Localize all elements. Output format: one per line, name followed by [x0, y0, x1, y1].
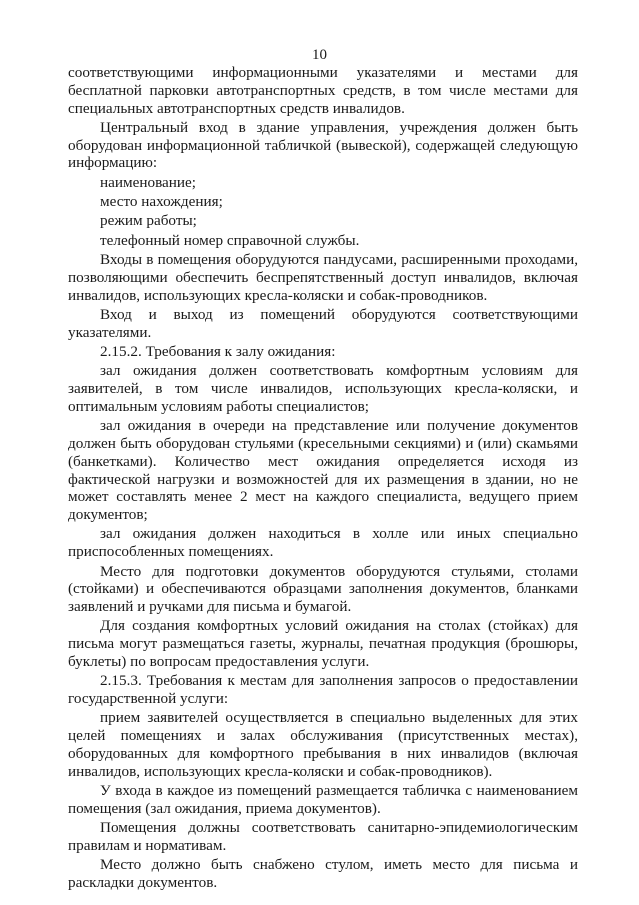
paragraph: Помещения должны соответствовать санитарно-эпидемиологическим правилам и нормативам. — [68, 819, 578, 854]
page-number: 10 — [312, 47, 327, 63]
paragraph: Место должно быть снабжено стулом, иметь место для письма и раскладки документов. — [68, 856, 578, 892]
document-body — [68, 64, 578, 893]
list-item: режим работы; — [100, 212, 197, 230]
paragraph: Входы в помещения оборудуются пандусами, расширенными проходами, позволяющими обеспечить беспрепятственный доступ инвалидов, включая инвалидов, использующих кресла-коляски и собак-проводников. — [68, 250, 578, 304]
section-heading: 2.15.3. Требования к местам для заполнения запросов о предоставлении государственной услуги: — [68, 672, 578, 708]
paragraph: Центральный вход в здание управления, учреждения должен быть оборудован информационной табличкой (вывеской), содержащей следующую информацию: — [68, 118, 578, 172]
paragraph: зал ожидания должен соответствовать комфортным условиям для заявителей, в том числе инвалидов, использующих кресла-коляски, и оптимальным условиям работы специалистов; — [68, 362, 578, 415]
list-item: телефонный номер справочной службы. — [100, 231, 360, 249]
list-item: место нахождения; — [100, 193, 223, 211]
section-heading: 2.15.2. Требования к залу ожидания: — [100, 342, 336, 360]
list-item: наименование; — [100, 173, 196, 191]
paragraph: Вход и выход из помещений оборудуются соответствующими указателями. — [68, 305, 578, 341]
paragraph: прием заявителей осуществляется в специально выделенных для этих целей помещениях и залах обслуживания (присутственных местах), оборудованных для комфортного пребывания в них инвалидов (включая инвалидов, использующих кресла-коляски и собак-проводников). — [68, 709, 578, 780]
paragraph: зал ожидания должен находиться в холле или иных специально приспособленных помещениях. — [68, 525, 578, 561]
paragraph: соответствующими информационными указателями и местами для бесплатной парковки автотранспортных средств, в том числе местами для специальных автотранспортных средств инвалидов. — [68, 64, 578, 117]
paragraph: У входа в каждое из помещений размещается табличка с наименованием помещения (зал ожидания, приема документов). — [68, 782, 578, 817]
paragraph: Для создания комфортных условий ожидания на столах (стойках) для письма могут размещаться газеты, журналы, печатная продукция (брошюры, буклеты) по вопросам предоставления услуги. — [68, 617, 578, 670]
paragraph: зал ожидания в очереди на представление или получение документов должен быть оборудован стульями (кресельными секциями) и (или) скамьями (банкетками). Количество мест ожидания определяется исходя из фактической нагрузки и возможностей для их размещения в здании, но не может составлять менее 2 мест на каждого специалиста, ведущего прием документов; — [68, 417, 578, 524]
paragraph: Место для подготовки документов оборудуются стульями, столами (стойками) и обеспечиваются образцами заполнения документов, бланками заявлений и ручками для письма и бумагой. — [68, 562, 578, 616]
